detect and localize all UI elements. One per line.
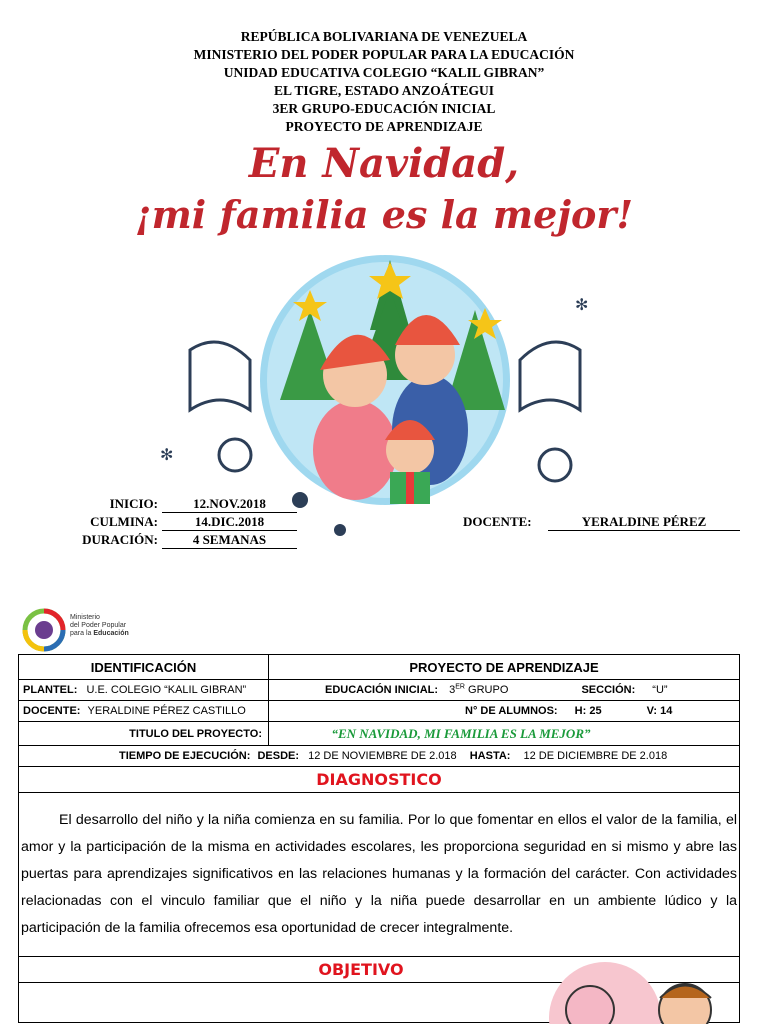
- logo-line: para la: [70, 630, 92, 637]
- cover-title-line1: En Navidad,: [248, 140, 520, 187]
- objetivo-heading: OBJETIVO: [19, 957, 740, 983]
- diagnostico-paragraph: El desarrollo del niño y la niña comienza en su familia. Por lo que fomentar en ellos el valor de la familia, el amor y la participación de la misma en actividades escolares, les proporciona seguridad en si mismo y abre las puertas para aprendizajes significativos en las relaciones humanas y la formación del carácter. Con actividades relacionadas con el vinculo familiar que el niño y la niña puede desarrollar en un ambiente lúdico y la participación de la familia ofrecemos esa oportunidad de crecer integralmente.: [21, 812, 737, 936]
- educacion-label: EDUCACIÓN INICIAL:: [325, 684, 439, 697]
- header-line: MINISTERIO DEL PODER POPULAR PARA LA EDUCACIÓN: [193, 47, 575, 62]
- dates-labels: [20, 496, 158, 556]
- docente-value: YERALDINE PÉREZ CASTILLO: [87, 705, 246, 717]
- header-line: 3ER GRUPO-EDUCACIÓN INICIAL: [272, 101, 496, 116]
- desde-label: DESDE:: [257, 750, 300, 762]
- plantel-label: PLANTEL:: [23, 684, 78, 696]
- mother-body: [313, 400, 397, 500]
- header-line: UNIDAD EDUCATIVA COLEGIO “KALIL GIBRAN”: [223, 65, 545, 80]
- docente-label: DOCENTE:: [23, 705, 81, 717]
- plantel-value: U.E. COLEGIO “KALIL GIBRAN”: [86, 684, 247, 696]
- identificacion-heading: IDENTIFICACIÓN: [19, 655, 269, 680]
- culmina-value: 14.DIC.2018: [162, 514, 297, 531]
- logo-line: Ministerio: [70, 614, 100, 621]
- docente-cover-label: DOCENTE:: [463, 514, 532, 529]
- grupo-num: 3: [449, 684, 456, 697]
- hasta-label: HASTA:: [469, 750, 511, 762]
- alumnos-h: H: 25: [574, 705, 602, 717]
- document-header: [0, 28, 768, 136]
- duracion-label: DURACIÓN:: [82, 532, 158, 547]
- ornament-icon: [219, 439, 251, 471]
- alumnos-v: V: 14: [646, 705, 673, 717]
- logo-line: del Poder Popular: [70, 622, 127, 629]
- snowflake-icon: ✻: [160, 447, 174, 464]
- hasta-value: 12 DE DICIEMBRE DE 2.018: [523, 750, 668, 762]
- ministry-logo: [22, 608, 142, 654]
- logo-line-bold: Educación: [93, 630, 129, 637]
- docente-cover-value: YERALDINE PÉREZ: [548, 514, 740, 531]
- cover-title-line2: ¡mi familia es la mejor!: [134, 192, 634, 237]
- tiempo-cell: [19, 746, 740, 767]
- header-line: EL TIGRE, ESTADO ANZOÁTEGUI: [273, 83, 495, 98]
- educacion-cell: [269, 680, 740, 701]
- ornament-icon: [334, 524, 346, 536]
- titulo-value: “EN NAVIDAD, MI FAMILIA ES LA MEJOR”: [269, 722, 740, 746]
- culmina-label: CULMINA:: [90, 514, 158, 529]
- ornament-icon: [539, 449, 571, 481]
- seccion-label: SECCIÓN:: [581, 684, 636, 697]
- desde-value: 12 DE NOVIEMBRE DE 2.018: [308, 750, 457, 762]
- header-line: PROYECTO DE APRENDIZAJE: [285, 119, 483, 134]
- family-corner-illustration: [545, 958, 765, 1024]
- proyecto-heading: PROYECTO DE APRENDIZAJE: [269, 655, 740, 680]
- diagnostico-text: [19, 793, 740, 957]
- diagnostico-heading: DIAGNOSTICO: [19, 767, 740, 793]
- inicio-value: 12.NOV.2018: [162, 496, 297, 513]
- duracion-value: 4 SEMANAS: [162, 532, 297, 549]
- docente-cell: [19, 701, 269, 722]
- inicio-label: INICIO:: [109, 496, 158, 511]
- grupo-sup: ER: [455, 683, 465, 691]
- alumnos-cell: [269, 701, 740, 722]
- header-line: REPÚBLICA BOLIVARIANA DE VENEZUELA: [240, 29, 528, 44]
- boy-hair: [660, 986, 711, 999]
- titulo-label: TITULO DEL PROYECTO:: [19, 722, 269, 746]
- scroll-right-icon: [520, 342, 580, 410]
- plantel-cell: [19, 680, 269, 701]
- scroll-left-icon: [190, 342, 250, 410]
- tiempo-label: TIEMPO DE EJECUCIÓN:: [119, 750, 251, 762]
- alumnos-label: N° DE ALUMNOS:: [465, 705, 558, 717]
- snowflake-icon: ✻: [575, 297, 589, 314]
- grupo-word: GRUPO: [468, 684, 509, 697]
- girl-face: [566, 986, 614, 1024]
- ministry-emblem-icon: [22, 608, 66, 652]
- seccion-value: “U”: [652, 684, 668, 697]
